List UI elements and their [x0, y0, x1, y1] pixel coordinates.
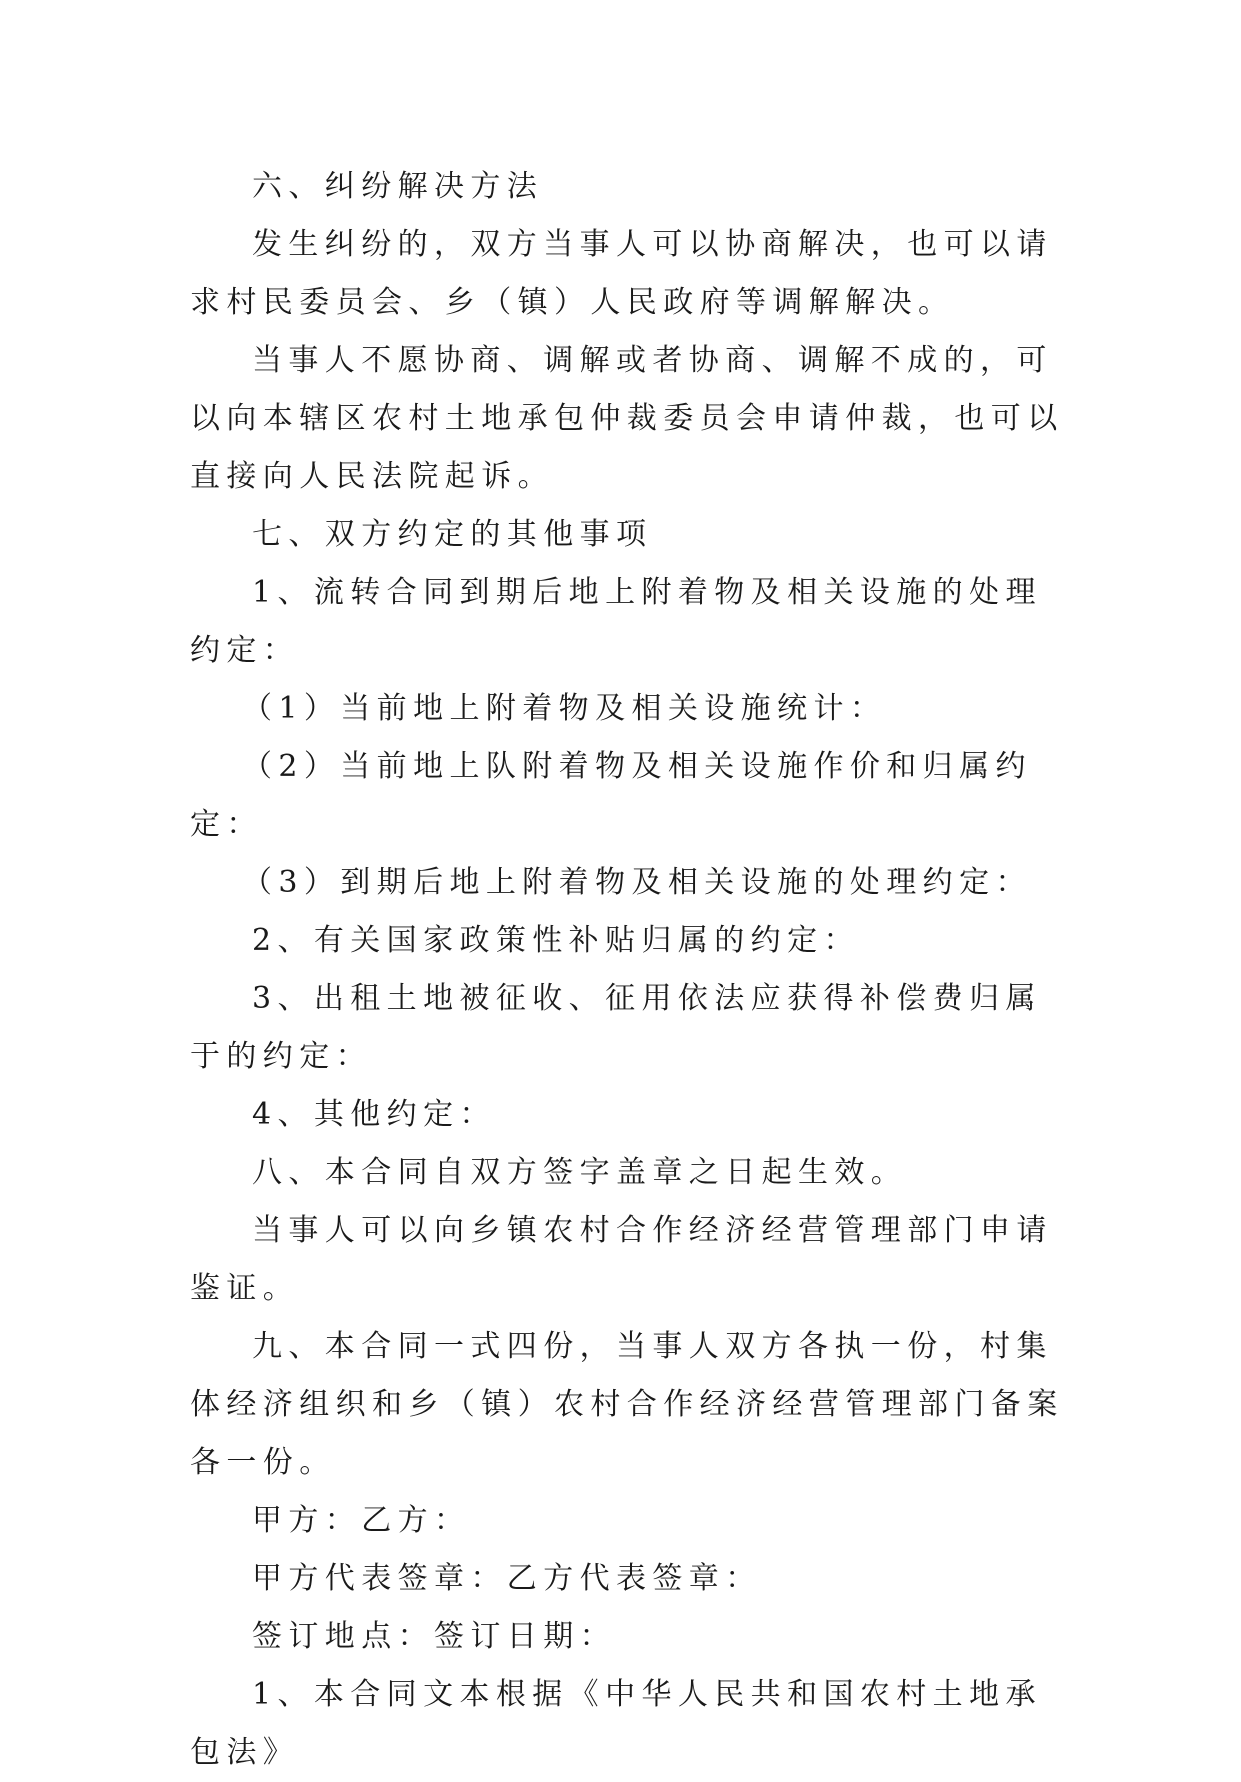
section-heading-effective: 八、本合同自双方签字盖章之日起生效。 — [252, 1155, 908, 1190]
paragraph-negotiation: 发生纠纷的，双方当事人可以协商解决，也可以请求村民委员会、乡（镇）人民政府等调解解决。 — [190, 227, 1053, 320]
paragraph-arbitration: 当事人不愿协商、调解或者协商、调解不成的，可以向本辖区农村土地承包仲裁委员会申请仲裁，也可以直接向人民法院起诉。 — [190, 343, 1064, 494]
sub-item-expiry-handling: （3）到期后地上附着物及相关设施的处理约定： — [242, 865, 1032, 900]
sub-item-valuation: （2）当前地上队附着物及相关设施作价和归属约定： — [190, 749, 1032, 842]
signature-parties: 甲方：乙方： — [252, 1503, 471, 1538]
list-item-attachments: 1、流转合同到期后地上附着物及相关设施的处理约定： — [190, 575, 1042, 668]
paragraph-authentication: 当事人可以向乡镇农村合作经济经营管理部门申请鉴证。 — [190, 1213, 1053, 1306]
sub-item-statistics: （1）当前地上附着物及相关设施统计： — [242, 691, 887, 726]
signing-place-date: 签订地点：签订日期： — [252, 1619, 616, 1654]
section-heading-copies: 九、本合同一式四份，当事人双方各执一份，村集体经济组织和乡（镇）农村合作经济经营管理部门备案各一份。 — [190, 1329, 1064, 1480]
document-body — [190, 158, 1070, 1782]
list-item-compensation: 3、出租土地被征收、征用依法应获得补偿费归属于的约定： — [190, 981, 1042, 1074]
section-heading-dispute-resolution: 六、纠纷解决方法 — [252, 169, 544, 204]
list-item-other: 4、其他约定： — [252, 1097, 496, 1132]
list-item-subsidy: 2、有关国家政策性补贴归属的约定： — [252, 923, 860, 958]
signature-representatives: 甲方代表签章：乙方代表签章： — [252, 1561, 762, 1596]
note-legal-basis: 1、本合同文本根据《中华人民共和国农村土地承包法》 — [190, 1677, 1042, 1770]
section-heading-other-matters: 七、双方约定的其他事项 — [252, 517, 653, 552]
